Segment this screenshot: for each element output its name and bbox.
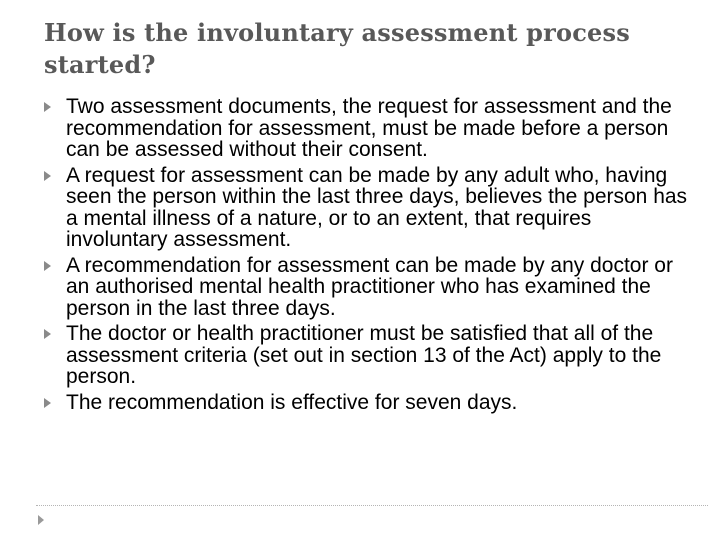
triangle-bullet-icon xyxy=(44,171,51,181)
triangle-bullet-icon xyxy=(44,398,51,408)
bullet-item xyxy=(44,165,694,251)
bullet-item xyxy=(44,255,694,320)
bullet-text: A recommendation for assessment can be made by any doctor or an authorised mental health practitioner who has examined the person in the last three days. xyxy=(66,253,673,320)
bullet-item xyxy=(44,96,694,161)
bullet-item xyxy=(44,323,694,388)
triangle-bullet-icon xyxy=(44,102,51,112)
slide-title: How is the involuntary assessment process started? xyxy=(44,18,630,79)
footer-divider xyxy=(36,505,708,506)
bullet-item xyxy=(44,392,694,414)
bullet-text: The recommendation is effective for seven days. xyxy=(66,390,518,414)
bullet-text: A request for assessment can be made by any adult who, having seen the person within the last three days, believes the person has a mental illness of a nature, or to an extent, that requires involuntary assessment. xyxy=(66,163,688,251)
bullet-text: Two assessment documents, the request for assessment and the recommendation for assessment, must be made before a person can be assessed without their consent. xyxy=(66,95,672,161)
nav-arrow-icon[interactable] xyxy=(38,515,44,525)
bullet-text: The doctor or health practitioner must be satisfied that all of the assessment criteria (set out in section 13 of the Act) apply to the person. xyxy=(66,322,662,388)
triangle-bullet-icon xyxy=(44,261,51,271)
triangle-bullet-icon xyxy=(44,329,51,339)
bullet-list xyxy=(44,96,694,417)
